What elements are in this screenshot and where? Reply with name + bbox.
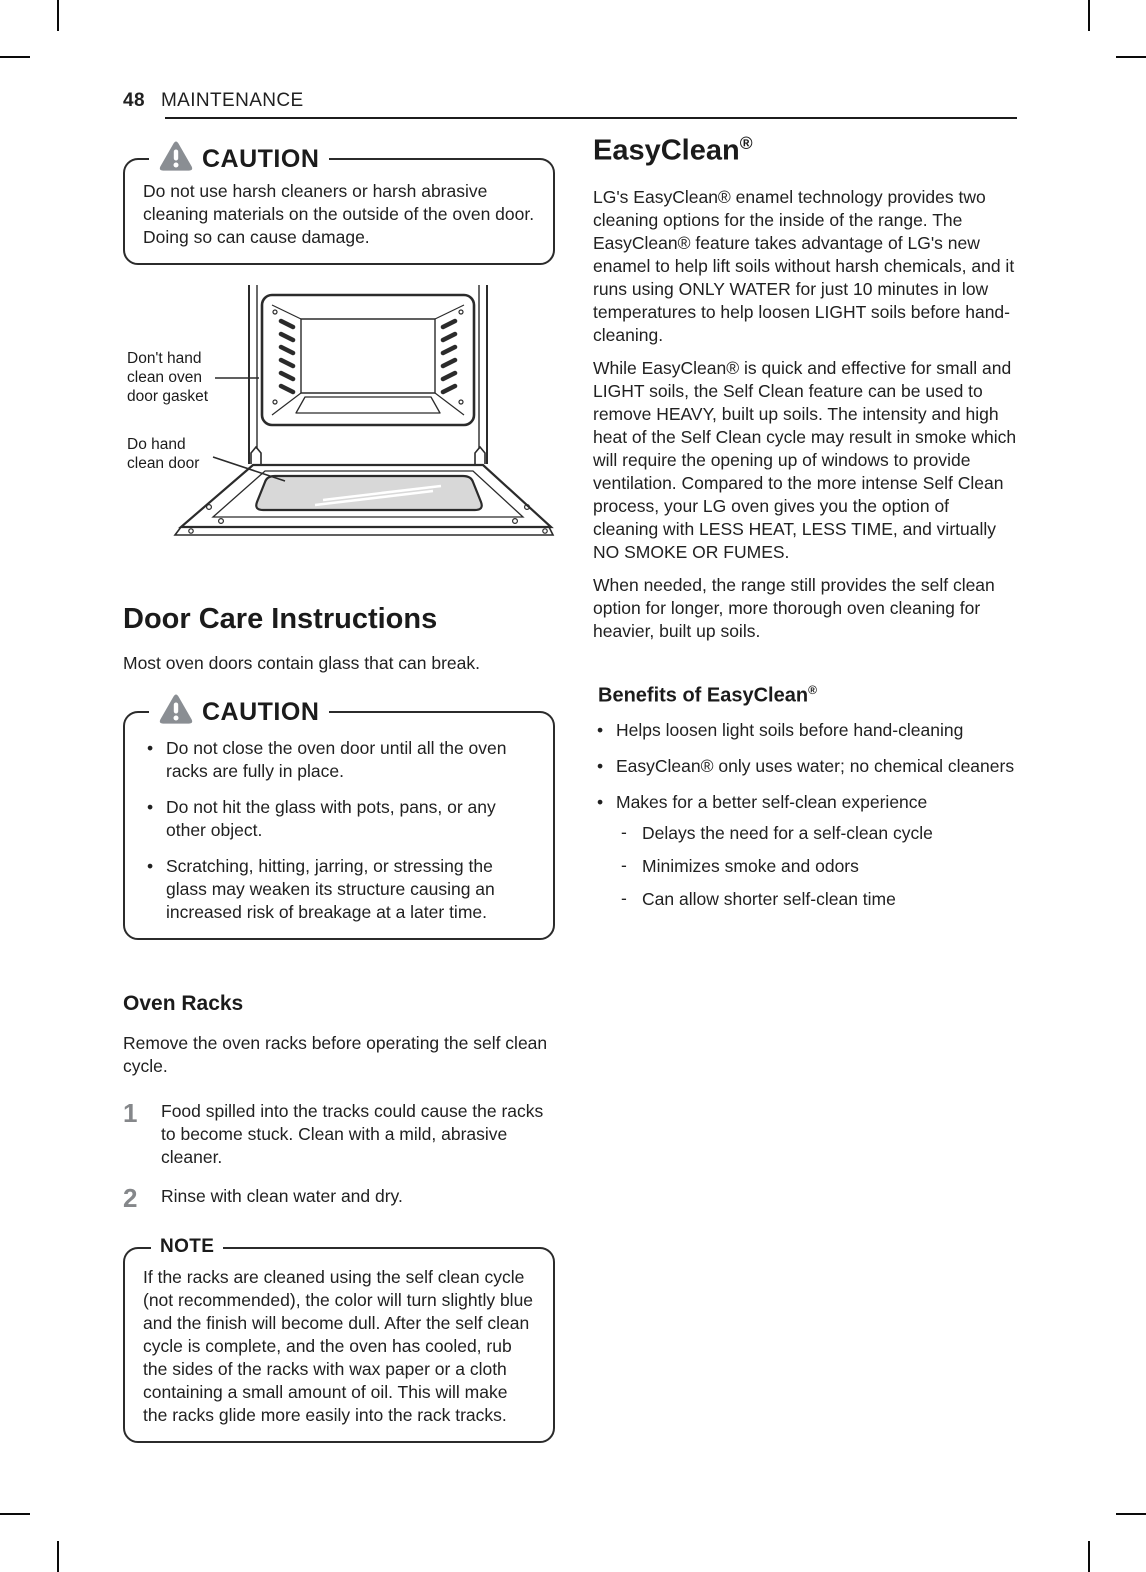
easyclean-heading: EasyClean® xyxy=(593,133,753,167)
registered-mark: ® xyxy=(808,682,817,697)
step-number: 2 xyxy=(123,1183,138,1213)
left-column xyxy=(123,140,555,1443)
caution-label: CAUTION xyxy=(202,697,320,726)
page-header xyxy=(123,90,1017,112)
page-number: 48 xyxy=(123,90,145,111)
door-care-heading: Door Care Instructions xyxy=(123,603,438,635)
easyclean-paragraph-3: When needed, the range still provides the self clean option for longer, more thorough oven cleaning for heavier, built up soils. xyxy=(593,574,995,641)
caution-bullet-list xyxy=(143,737,536,924)
crop-mark-top-right-h xyxy=(1116,56,1146,58)
step-text: Rinse with clean water and dry. xyxy=(161,1186,403,1206)
crop-mark-bottom-left-h xyxy=(0,1513,30,1515)
caution-box-outside-door xyxy=(123,144,555,265)
crop-mark-top-left-v xyxy=(57,0,59,31)
caution-warning-icon xyxy=(159,141,193,177)
header-rule xyxy=(165,117,1017,119)
crop-mark-top-left-h xyxy=(0,56,30,58)
crop-mark-bottom-left-v xyxy=(57,1541,59,1572)
caution-warning-icon xyxy=(159,694,193,730)
note-body-text: If the racks are cleaned using the self clean cycle (not recommended), the color will turn slightly blue and the finish will become dull. After the self clean cycle is complete, and the oven has cooled, rub the sides of the racks with wax paper or a cloth containing a small amount of oil. This will make the racks glide more easily into the rack tracks. xyxy=(143,1267,534,1425)
caution-box-door-glass xyxy=(123,697,555,940)
registered-mark: ® xyxy=(739,133,753,153)
caution-box-title xyxy=(149,694,329,730)
benefits-bullet-list xyxy=(593,719,1019,814)
benefit-bullet: • Helps loosen light soils before hand-cleaning xyxy=(593,719,1019,742)
easyclean-paragraph-1: LG's EasyClean® enamel technology provides two cleaning options for the inside of the range. The EasyClean® feature takes advantage of LG's new enamel to help lift soils without harsh chemicals, and it runs using ONLY WATER for just 10 minutes in low temperatures to help loosen LIGHT soils before hand-cleaning. xyxy=(593,186,1015,345)
note-box-title: NOTE xyxy=(151,1236,223,1258)
caution-bullet: • Scratching, hitting, jarring, or stressing the glass may weaken its structure causing an increased risk of breakage at a later time. xyxy=(143,855,536,924)
benefit-bullet: • Makes for a better self-clean experience xyxy=(593,791,1019,814)
benefit-sub-bullet: - Delays the need for a self-clean cycle xyxy=(615,822,1019,845)
step-1 xyxy=(123,1100,555,1169)
oven-door-diagram xyxy=(123,285,555,547)
door-care-intro: Most oven doors contain glass that can break. xyxy=(123,653,481,673)
step-2 xyxy=(123,1185,555,1211)
caution-bullet: • Do not hit the glass with pots, pans, or any other object. xyxy=(143,796,536,842)
step-text: Food spilled into the tracks could cause the racks to become stuck. Clean with a mild, abrasive cleaner. xyxy=(161,1101,544,1167)
caution-body-text: Do not use harsh cleaners or harsh abrasive cleaning materials on the outside of the oven door. Doing so can cause damage. xyxy=(143,181,535,247)
diagram-label-gasket: Don't hand clean oven door gasket xyxy=(127,350,208,405)
benefits-heading: Benefits of EasyClean® xyxy=(598,682,817,707)
oven-door-illustration xyxy=(123,285,555,547)
caution-box-title xyxy=(149,141,329,177)
benefit-bullet: • EasyClean® only uses water; no chemical cleaners xyxy=(593,755,1019,778)
note-box xyxy=(123,1236,555,1443)
easyclean-paragraph-2: While EasyClean® is quick and effective for small and LIGHT soils, the Self Clean feature can be used to remove HEAVY, built up soils. The intensity and high heat of the Self Clean cycle may result in smoke which will require the opening up of windows to provide ventilation. Compared to the more intense Self Clean process, your LG oven gives you the option of cleaning with LESS HEAT, LESS TIME, and virtually NO SMOKE OR FUMES. xyxy=(593,357,1017,562)
caution-bullet: • Do not close the oven door until all the oven racks are fully in place. xyxy=(143,737,536,783)
oven-racks-heading: Oven Racks xyxy=(123,992,244,1015)
benefit-sub-bullet: - Can allow shorter self-clean time xyxy=(615,888,1019,911)
step-number: 1 xyxy=(123,1098,138,1128)
benefit-sub-bullet: - Minimizes smoke and odors xyxy=(615,855,1019,878)
section-title: MAINTENANCE xyxy=(160,90,304,111)
right-column xyxy=(593,133,1019,921)
benefits-sub-list xyxy=(615,822,1019,911)
oven-racks-intro: Remove the oven racks before operating the self clean cycle. xyxy=(123,1033,548,1076)
crop-mark-top-right-v xyxy=(1088,0,1090,31)
crop-mark-bottom-right-h xyxy=(1116,1513,1146,1515)
caution-label: CAUTION xyxy=(202,144,320,173)
diagram-label-door: Do hand clean door xyxy=(127,436,200,472)
crop-mark-bottom-right-v xyxy=(1088,1541,1090,1572)
